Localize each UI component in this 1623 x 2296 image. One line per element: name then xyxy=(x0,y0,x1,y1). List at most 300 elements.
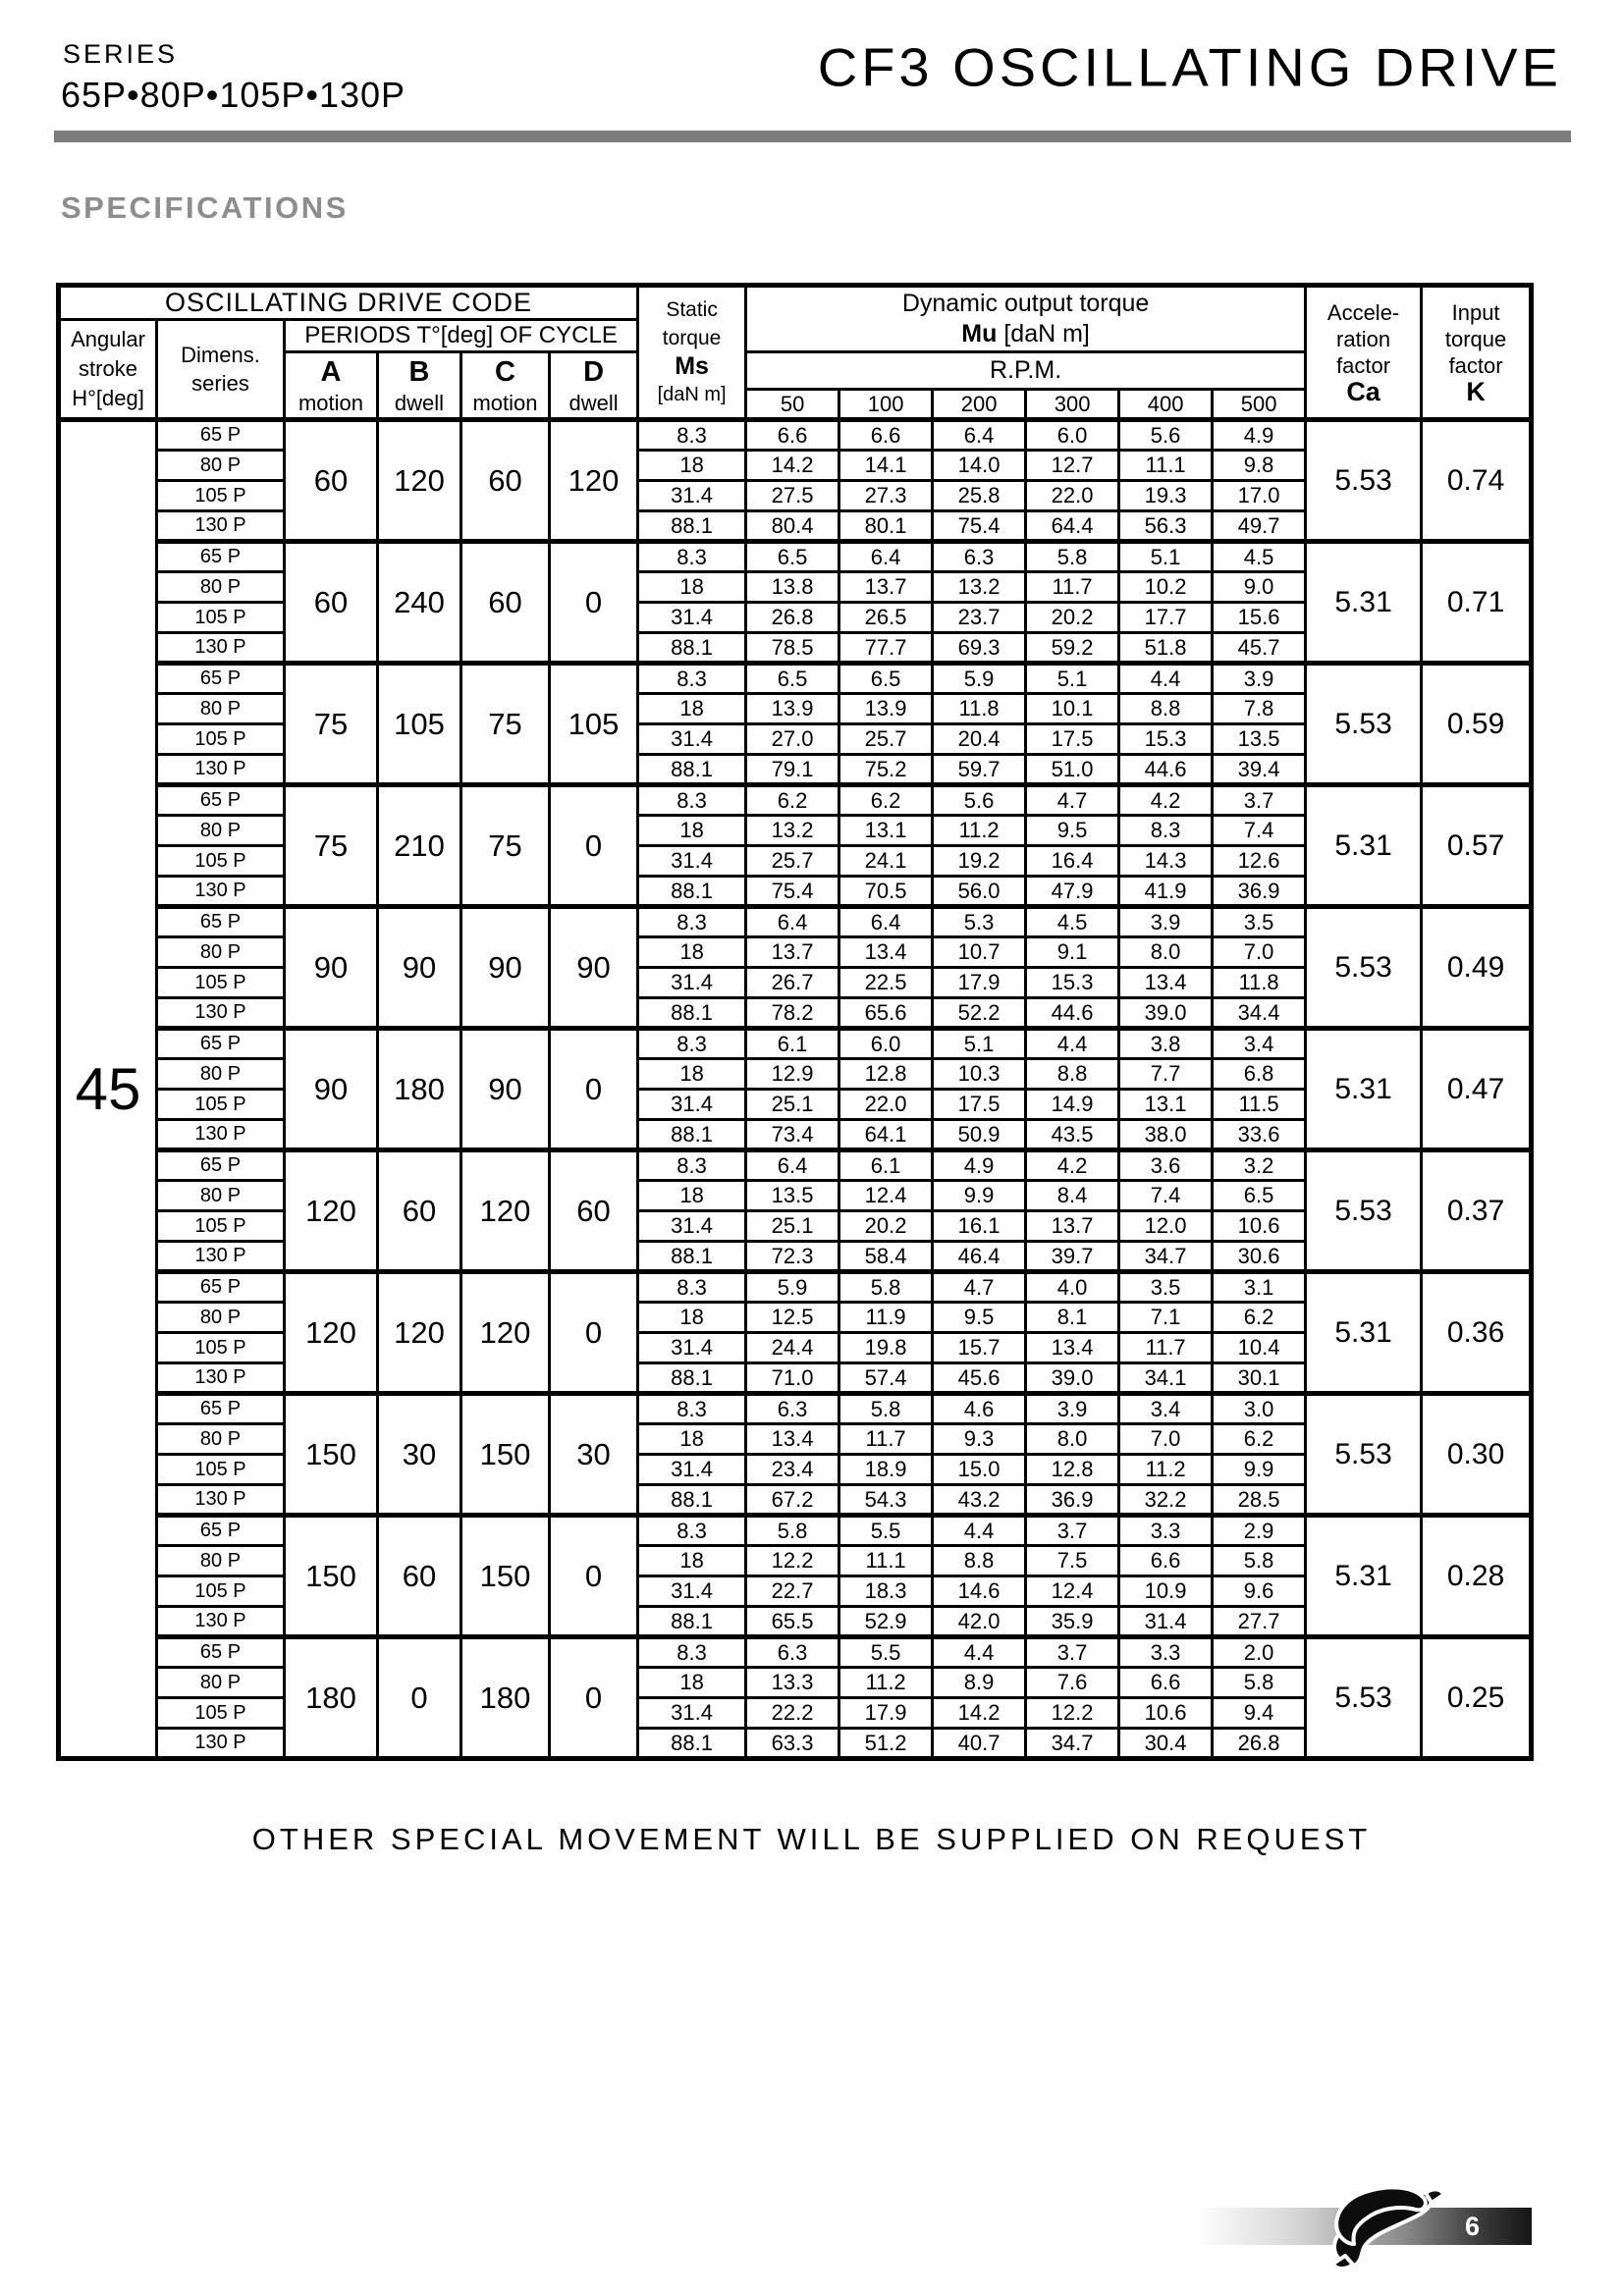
cell-torque-rpm-500: 39.4 xyxy=(1213,755,1306,785)
cell-torque-rpm-50: 80.4 xyxy=(746,511,839,542)
cell-period-a: 60 xyxy=(285,420,378,542)
cell-torque-rpm-100: 65.6 xyxy=(839,998,933,1029)
cell-torque-rpm-50: 6.5 xyxy=(746,664,839,694)
cell-torque-rpm-500: 11.8 xyxy=(1213,968,1306,998)
cell-input-torque-factor: 0.25 xyxy=(1422,1637,1532,1759)
cell-torque-rpm-400: 34.1 xyxy=(1119,1363,1213,1394)
cell-torque-rpm-50: 12.5 xyxy=(746,1303,839,1333)
cell-static-torque: 8.3 xyxy=(638,1272,746,1303)
cell-period-a: 75 xyxy=(285,664,378,785)
cell-torque-rpm-50: 5.8 xyxy=(746,1516,839,1546)
cell-torque-rpm-300: 3.7 xyxy=(1026,1637,1119,1668)
cell-torque-rpm-200: 4.4 xyxy=(933,1637,1026,1668)
cell-torque-rpm-50: 6.4 xyxy=(746,1150,839,1181)
cell-torque-rpm-50: 13.5 xyxy=(746,1181,839,1211)
cell-period-a: 60 xyxy=(285,542,378,664)
cell-torque-rpm-300: 64.4 xyxy=(1026,511,1119,542)
cell-period-b: 120 xyxy=(378,420,461,542)
cell-torque-rpm-200: 25.8 xyxy=(933,481,1026,511)
cell-dimens-series: 65 P xyxy=(157,785,285,816)
cell-input-torque-factor: 0.30 xyxy=(1422,1394,1532,1516)
rpm-col-200: 200 xyxy=(933,390,1026,420)
cell-static-torque: 8.3 xyxy=(638,785,746,816)
cell-torque-rpm-400: 30.4 xyxy=(1119,1729,1213,1759)
cell-static-torque: 31.4 xyxy=(638,846,746,877)
cell-torque-rpm-400: 7.0 xyxy=(1119,1424,1213,1455)
cell-torque-rpm-300: 4.0 xyxy=(1026,1272,1119,1303)
cell-torque-rpm-100: 26.5 xyxy=(839,603,933,633)
cell-torque-rpm-400: 3.5 xyxy=(1119,1272,1213,1303)
cell-torque-rpm-500: 5.8 xyxy=(1213,1546,1306,1576)
cell-torque-rpm-300: 13.4 xyxy=(1026,1333,1119,1363)
cell-torque-rpm-200: 14.2 xyxy=(933,1698,1026,1729)
cell-torque-rpm-400: 5.1 xyxy=(1119,542,1213,572)
cell-torque-rpm-50: 78.5 xyxy=(746,633,839,664)
cell-period-c: 180 xyxy=(461,1637,550,1759)
series-models: 65P•80P•105P•130P xyxy=(61,75,406,115)
cell-torque-rpm-50: 79.1 xyxy=(746,755,839,785)
table-row xyxy=(59,1394,1532,1424)
cell-static-torque: 8.3 xyxy=(638,542,746,572)
table-row xyxy=(59,1029,1532,1059)
cell-torque-rpm-200: 10.7 xyxy=(933,937,1026,968)
cell-torque-rpm-400: 39.0 xyxy=(1119,998,1213,1029)
cell-torque-rpm-400: 7.4 xyxy=(1119,1181,1213,1211)
cell-torque-rpm-100: 24.1 xyxy=(839,846,933,877)
cell-acceleration-factor: 5.31 xyxy=(1306,1272,1422,1394)
cell-torque-rpm-200: 4.9 xyxy=(933,1150,1026,1181)
cell-torque-rpm-300: 17.5 xyxy=(1026,724,1119,755)
cell-dimens-series: 65 P xyxy=(157,1150,285,1181)
cell-torque-rpm-50: 25.7 xyxy=(746,846,839,877)
section-title: SPECIFICATIONS xyxy=(61,190,349,225)
cell-torque-rpm-300: 4.5 xyxy=(1026,907,1119,937)
cell-torque-rpm-100: 27.3 xyxy=(839,481,933,511)
cell-dimens-series: 130 P xyxy=(157,633,285,664)
cell-torque-rpm-400: 51.8 xyxy=(1119,633,1213,664)
cell-torque-rpm-50: 13.8 xyxy=(746,572,839,603)
cell-static-torque: 88.1 xyxy=(638,1120,746,1150)
cell-period-b: 60 xyxy=(378,1516,461,1637)
cell-static-torque: 88.1 xyxy=(638,511,746,542)
rpm-col-300: 300 xyxy=(1026,390,1119,420)
cell-torque-rpm-100: 13.7 xyxy=(839,572,933,603)
cell-torque-rpm-100: 22.5 xyxy=(839,968,933,998)
cell-period-a: 90 xyxy=(285,907,378,1029)
cell-torque-rpm-100: 14.1 xyxy=(839,451,933,481)
cell-torque-rpm-100: 11.2 xyxy=(839,1668,933,1698)
table-row xyxy=(59,664,1532,694)
cell-input-torque-factor: 0.47 xyxy=(1422,1029,1532,1150)
cell-torque-rpm-100: 6.5 xyxy=(839,664,933,694)
table-row xyxy=(59,542,1532,572)
cell-dimens-series: 105 P xyxy=(157,724,285,755)
cell-period-d: 0 xyxy=(550,1029,638,1150)
cell-torque-rpm-200: 5.1 xyxy=(933,1029,1026,1059)
cell-torque-rpm-100: 13.4 xyxy=(839,937,933,968)
cell-torque-rpm-400: 41.9 xyxy=(1119,877,1213,907)
cell-torque-rpm-300: 34.7 xyxy=(1026,1729,1119,1759)
cell-static-torque: 8.3 xyxy=(638,664,746,694)
cell-torque-rpm-500: 30.1 xyxy=(1213,1363,1306,1394)
cell-torque-rpm-500: 9.9 xyxy=(1213,1455,1306,1485)
cell-torque-rpm-400: 10.6 xyxy=(1119,1698,1213,1729)
cell-torque-rpm-100: 19.8 xyxy=(839,1333,933,1363)
header-divider-bar xyxy=(54,131,1571,142)
cell-torque-rpm-200: 59.7 xyxy=(933,755,1026,785)
cell-torque-rpm-50: 27.5 xyxy=(746,481,839,511)
dimens-series-header: Dimens. series xyxy=(157,320,285,420)
cell-torque-rpm-100: 54.3 xyxy=(839,1485,933,1516)
cell-torque-rpm-200: 15.0 xyxy=(933,1455,1026,1485)
cell-period-d: 120 xyxy=(550,420,638,542)
cell-torque-rpm-200: 46.4 xyxy=(933,1242,1026,1272)
cell-period-a: 120 xyxy=(285,1150,378,1272)
cell-acceleration-factor: 5.31 xyxy=(1306,542,1422,664)
cell-torque-rpm-400: 3.3 xyxy=(1119,1516,1213,1546)
cell-torque-rpm-400: 31.4 xyxy=(1119,1607,1213,1637)
cell-torque-rpm-100: 52.9 xyxy=(839,1607,933,1637)
cell-torque-rpm-100: 5.8 xyxy=(839,1394,933,1424)
cell-torque-rpm-400: 14.3 xyxy=(1119,846,1213,877)
cell-period-d: 0 xyxy=(550,1516,638,1637)
cell-torque-rpm-200: 9.9 xyxy=(933,1181,1026,1211)
cell-torque-rpm-500: 15.6 xyxy=(1213,603,1306,633)
cell-static-torque: 18 xyxy=(638,816,746,846)
cell-torque-rpm-200: 13.2 xyxy=(933,572,1026,603)
cell-static-torque: 31.4 xyxy=(638,481,746,511)
cell-static-torque: 31.4 xyxy=(638,1211,746,1242)
cell-torque-rpm-400: 34.7 xyxy=(1119,1242,1213,1272)
cell-dimens-series: 80 P xyxy=(157,816,285,846)
cell-torque-rpm-100: 20.2 xyxy=(839,1211,933,1242)
cell-torque-rpm-300: 8.0 xyxy=(1026,1424,1119,1455)
period-b-header: B dwell xyxy=(378,352,461,420)
cell-torque-rpm-500: 33.6 xyxy=(1213,1120,1306,1150)
cell-static-torque: 88.1 xyxy=(638,998,746,1029)
cell-torque-rpm-200: 20.4 xyxy=(933,724,1026,755)
cell-torque-rpm-400: 6.6 xyxy=(1119,1668,1213,1698)
cell-torque-rpm-400: 32.2 xyxy=(1119,1485,1213,1516)
cell-torque-rpm-500: 45.7 xyxy=(1213,633,1306,664)
cell-torque-rpm-400: 8.0 xyxy=(1119,937,1213,968)
cell-torque-rpm-100: 11.7 xyxy=(839,1424,933,1455)
cell-torque-rpm-100: 51.2 xyxy=(839,1729,933,1759)
cell-static-torque: 18 xyxy=(638,937,746,968)
cell-dimens-series: 105 P xyxy=(157,481,285,511)
rpm-col-100: 100 xyxy=(839,390,933,420)
cell-torque-rpm-300: 14.9 xyxy=(1026,1090,1119,1120)
cell-dimens-series: 80 P xyxy=(157,1059,285,1090)
cell-torque-rpm-100: 6.4 xyxy=(839,907,933,937)
cell-dimens-series: 65 P xyxy=(157,1516,285,1546)
cell-torque-rpm-500: 3.0 xyxy=(1213,1394,1306,1424)
cell-period-a: 150 xyxy=(285,1394,378,1516)
cell-dimens-series: 80 P xyxy=(157,937,285,968)
cell-torque-rpm-50: 6.3 xyxy=(746,1637,839,1668)
cell-static-torque: 31.4 xyxy=(638,1090,746,1120)
cell-dimens-series: 105 P xyxy=(157,968,285,998)
cell-torque-rpm-500: 13.5 xyxy=(1213,724,1306,755)
cell-static-torque: 18 xyxy=(638,451,746,481)
cell-torque-rpm-500: 36.9 xyxy=(1213,877,1306,907)
cell-torque-rpm-50: 13.2 xyxy=(746,816,839,846)
cell-torque-rpm-100: 5.8 xyxy=(839,1272,933,1303)
cell-period-d: 30 xyxy=(550,1394,638,1516)
cell-period-b: 90 xyxy=(378,907,461,1029)
cell-static-torque: 8.3 xyxy=(638,1394,746,1424)
cell-torque-rpm-200: 17.9 xyxy=(933,968,1026,998)
cell-static-torque: 18 xyxy=(638,1059,746,1090)
cell-torque-rpm-300: 8.1 xyxy=(1026,1303,1119,1333)
cell-dimens-series: 130 P xyxy=(157,1607,285,1637)
cell-torque-rpm-200: 14.0 xyxy=(933,451,1026,481)
cell-torque-rpm-50: 75.4 xyxy=(746,877,839,907)
cell-period-b: 240 xyxy=(378,542,461,664)
dynamic-torque-header: Dynamic output torque Mu [daN m] xyxy=(746,286,1306,352)
cell-dimens-series: 105 P xyxy=(157,1698,285,1729)
cell-static-torque: 8.3 xyxy=(638,1029,746,1059)
cell-torque-rpm-200: 52.2 xyxy=(933,998,1026,1029)
cell-torque-rpm-200: 16.1 xyxy=(933,1211,1026,1242)
cell-torque-rpm-500: 2.9 xyxy=(1213,1516,1306,1546)
cell-torque-rpm-50: 27.0 xyxy=(746,724,839,755)
cell-dimens-series: 130 P xyxy=(157,1242,285,1272)
cell-torque-rpm-300: 47.9 xyxy=(1026,877,1119,907)
cell-torque-rpm-100: 6.1 xyxy=(839,1150,933,1181)
cell-torque-rpm-300: 20.2 xyxy=(1026,603,1119,633)
cell-torque-rpm-100: 11.1 xyxy=(839,1546,933,1576)
cell-torque-rpm-400: 8.3 xyxy=(1119,816,1213,846)
cell-static-torque: 88.1 xyxy=(638,633,746,664)
cell-torque-rpm-500: 11.5 xyxy=(1213,1090,1306,1120)
cell-torque-rpm-500: 27.7 xyxy=(1213,1607,1306,1637)
cell-dimens-series: 65 P xyxy=(157,1029,285,1059)
cell-dimens-series: 80 P xyxy=(157,694,285,724)
cell-static-torque: 8.3 xyxy=(638,1516,746,1546)
cell-torque-rpm-400: 11.1 xyxy=(1119,451,1213,481)
period-a-header: A motion xyxy=(285,352,378,420)
cell-torque-rpm-500: 9.6 xyxy=(1213,1576,1306,1607)
cell-torque-rpm-200: 56.0 xyxy=(933,877,1026,907)
cell-acceleration-factor: 5.53 xyxy=(1306,420,1422,542)
cell-period-b: 0 xyxy=(378,1637,461,1759)
cell-torque-rpm-500: 49.7 xyxy=(1213,511,1306,542)
cell-static-torque: 88.1 xyxy=(638,1729,746,1759)
acceleration-factor-header: Accele- ration factor Ca xyxy=(1306,286,1422,420)
cell-torque-rpm-400: 10.9 xyxy=(1119,1576,1213,1607)
cell-torque-rpm-50: 6.6 xyxy=(746,420,839,451)
cell-period-c: 120 xyxy=(461,1272,550,1394)
cell-torque-rpm-100: 80.1 xyxy=(839,511,933,542)
cell-period-b: 60 xyxy=(378,1150,461,1272)
cell-input-torque-factor: 0.49 xyxy=(1422,907,1532,1029)
cell-torque-rpm-300: 4.4 xyxy=(1026,1029,1119,1059)
cell-torque-rpm-200: 6.4 xyxy=(933,420,1026,451)
cell-torque-rpm-50: 14.2 xyxy=(746,451,839,481)
table-row xyxy=(59,1272,1532,1303)
cell-torque-rpm-500: 7.0 xyxy=(1213,937,1306,968)
cell-torque-rpm-50: 6.2 xyxy=(746,785,839,816)
cell-input-torque-factor: 0.71 xyxy=(1422,542,1532,664)
cell-torque-rpm-400: 7.1 xyxy=(1119,1303,1213,1333)
cell-torque-rpm-100: 64.1 xyxy=(839,1120,933,1150)
cell-dimens-series: 130 P xyxy=(157,511,285,542)
cell-torque-rpm-400: 8.8 xyxy=(1119,694,1213,724)
cell-torque-rpm-50: 26.7 xyxy=(746,968,839,998)
cell-torque-rpm-50: 22.7 xyxy=(746,1576,839,1607)
cell-torque-rpm-200: 69.3 xyxy=(933,633,1026,664)
cell-period-c: 150 xyxy=(461,1394,550,1516)
cell-torque-rpm-400: 56.3 xyxy=(1119,511,1213,542)
cell-torque-rpm-300: 43.5 xyxy=(1026,1120,1119,1150)
cell-torque-rpm-100: 58.4 xyxy=(839,1242,933,1272)
cell-dimens-series: 105 P xyxy=(157,1576,285,1607)
cell-period-a: 150 xyxy=(285,1516,378,1637)
cell-acceleration-factor: 5.31 xyxy=(1306,1516,1422,1637)
cell-torque-rpm-400: 19.3 xyxy=(1119,481,1213,511)
cell-torque-rpm-300: 44.6 xyxy=(1026,998,1119,1029)
cell-torque-rpm-200: 40.7 xyxy=(933,1729,1026,1759)
cell-dimens-series: 80 P xyxy=(157,572,285,603)
cell-static-torque: 31.4 xyxy=(638,1576,746,1607)
cell-torque-rpm-50: 25.1 xyxy=(746,1211,839,1242)
cell-torque-rpm-100: 70.5 xyxy=(839,877,933,907)
cell-static-torque: 18 xyxy=(638,1668,746,1698)
cell-static-torque: 18 xyxy=(638,1181,746,1211)
cell-torque-rpm-500: 6.2 xyxy=(1213,1303,1306,1333)
cell-acceleration-factor: 5.53 xyxy=(1306,1394,1422,1516)
cell-torque-rpm-400: 4.2 xyxy=(1119,785,1213,816)
cell-torque-rpm-200: 42.0 xyxy=(933,1607,1026,1637)
cell-period-a: 75 xyxy=(285,785,378,907)
cell-torque-rpm-50: 67.2 xyxy=(746,1485,839,1516)
cell-input-torque-factor: 0.28 xyxy=(1422,1516,1532,1637)
specifications-table xyxy=(56,283,1534,1761)
cell-torque-rpm-400: 3.6 xyxy=(1119,1150,1213,1181)
period-d-header: D dwell xyxy=(550,352,638,420)
cell-torque-rpm-200: 43.2 xyxy=(933,1485,1026,1516)
cell-static-torque: 18 xyxy=(638,1546,746,1576)
cell-period-a: 120 xyxy=(285,1272,378,1394)
cell-static-torque: 88.1 xyxy=(638,1242,746,1272)
cell-static-torque: 88.1 xyxy=(638,877,746,907)
series-label: SERIES xyxy=(63,39,179,69)
cell-period-c: 90 xyxy=(461,907,550,1029)
cell-torque-rpm-200: 5.9 xyxy=(933,664,1026,694)
cell-torque-rpm-50: 26.8 xyxy=(746,603,839,633)
cell-torque-rpm-500: 7.4 xyxy=(1213,816,1306,846)
cell-dimens-series: 105 P xyxy=(157,1333,285,1363)
cell-torque-rpm-100: 25.7 xyxy=(839,724,933,755)
rpm-col-500: 500 xyxy=(1213,390,1306,420)
cell-torque-rpm-200: 23.7 xyxy=(933,603,1026,633)
cell-dimens-series: 105 P xyxy=(157,1090,285,1120)
periods-header: PERIODS T°[deg] OF CYCLE xyxy=(285,320,638,352)
cell-dimens-series: 65 P xyxy=(157,664,285,694)
cell-torque-rpm-300: 12.8 xyxy=(1026,1455,1119,1485)
cell-torque-rpm-400: 4.4 xyxy=(1119,664,1213,694)
cell-torque-rpm-300: 35.9 xyxy=(1026,1607,1119,1637)
cell-period-d: 0 xyxy=(550,542,638,664)
cell-input-torque-factor: 0.36 xyxy=(1422,1272,1532,1394)
cell-torque-rpm-50: 13.7 xyxy=(746,937,839,968)
cell-torque-rpm-100: 5.5 xyxy=(839,1516,933,1546)
cell-torque-rpm-50: 78.2 xyxy=(746,998,839,1029)
cell-torque-rpm-300: 36.9 xyxy=(1026,1485,1119,1516)
cell-dimens-series: 65 P xyxy=(157,542,285,572)
cell-torque-rpm-50: 5.9 xyxy=(746,1272,839,1303)
cell-dimens-series: 130 P xyxy=(157,1729,285,1759)
cell-static-torque: 18 xyxy=(638,572,746,603)
cell-torque-rpm-300: 39.7 xyxy=(1026,1242,1119,1272)
cell-torque-rpm-200: 15.7 xyxy=(933,1333,1026,1363)
cell-torque-rpm-400: 3.3 xyxy=(1119,1637,1213,1668)
cell-torque-rpm-100: 6.0 xyxy=(839,1029,933,1059)
cell-dimens-series: 80 P xyxy=(157,1424,285,1455)
cell-dimens-series: 65 P xyxy=(157,1394,285,1424)
cell-acceleration-factor: 5.31 xyxy=(1306,785,1422,907)
cell-torque-rpm-500: 12.6 xyxy=(1213,846,1306,877)
cell-input-torque-factor: 0.74 xyxy=(1422,420,1532,542)
cell-torque-rpm-200: 14.6 xyxy=(933,1576,1026,1607)
angular-stroke-header: Angular stroke H°[deg] xyxy=(59,320,157,420)
cell-torque-rpm-400: 5.6 xyxy=(1119,420,1213,451)
cell-torque-rpm-200: 11.8 xyxy=(933,694,1026,724)
cell-period-c: 150 xyxy=(461,1516,550,1637)
cell-torque-rpm-400: 3.8 xyxy=(1119,1029,1213,1059)
cell-torque-rpm-200: 9.5 xyxy=(933,1303,1026,1333)
cell-torque-rpm-300: 3.7 xyxy=(1026,1516,1119,1546)
cell-torque-rpm-500: 3.7 xyxy=(1213,785,1306,816)
cell-static-torque: 8.3 xyxy=(638,907,746,937)
cell-torque-rpm-50: 6.5 xyxy=(746,542,839,572)
cell-dimens-series: 130 P xyxy=(157,1485,285,1516)
cell-dimens-series: 105 P xyxy=(157,603,285,633)
cell-period-c: 60 xyxy=(461,542,550,664)
cell-torque-rpm-500: 17.0 xyxy=(1213,481,1306,511)
cell-torque-rpm-400: 11.2 xyxy=(1119,1455,1213,1485)
cell-torque-rpm-300: 5.1 xyxy=(1026,664,1119,694)
cell-torque-rpm-300: 6.0 xyxy=(1026,420,1119,451)
cell-torque-rpm-200: 11.2 xyxy=(933,816,1026,846)
cell-dimens-series: 130 P xyxy=(157,1363,285,1394)
cell-period-c: 60 xyxy=(461,420,550,542)
cell-torque-rpm-100: 6.2 xyxy=(839,785,933,816)
cell-torque-rpm-400: 44.6 xyxy=(1119,755,1213,785)
cell-acceleration-factor: 5.53 xyxy=(1306,664,1422,785)
page-title: CF3 OSCILLATING DRIVE xyxy=(817,36,1562,98)
cell-torque-rpm-500: 3.2 xyxy=(1213,1150,1306,1181)
cell-period-b: 105 xyxy=(378,664,461,785)
input-torque-factor-header: Input torque factor K xyxy=(1422,286,1532,420)
cell-torque-rpm-200: 5.6 xyxy=(933,785,1026,816)
cell-static-torque: 88.1 xyxy=(638,1363,746,1394)
cell-acceleration-factor: 5.53 xyxy=(1306,1637,1422,1759)
cell-static-torque: 18 xyxy=(638,1424,746,1455)
cell-torque-rpm-500: 6.2 xyxy=(1213,1424,1306,1455)
cell-dimens-series: 105 P xyxy=(157,1455,285,1485)
cell-torque-rpm-50: 6.3 xyxy=(746,1394,839,1424)
cell-torque-rpm-50: 23.4 xyxy=(746,1455,839,1485)
cell-torque-rpm-200: 5.3 xyxy=(933,907,1026,937)
rpm-header: R.P.M. xyxy=(746,352,1306,390)
cell-dimens-series: 130 P xyxy=(157,877,285,907)
cell-period-a: 90 xyxy=(285,1029,378,1150)
cell-torque-rpm-300: 12.7 xyxy=(1026,451,1119,481)
cell-torque-rpm-400: 12.0 xyxy=(1119,1211,1213,1242)
cell-torque-rpm-400: 38.0 xyxy=(1119,1120,1213,1150)
